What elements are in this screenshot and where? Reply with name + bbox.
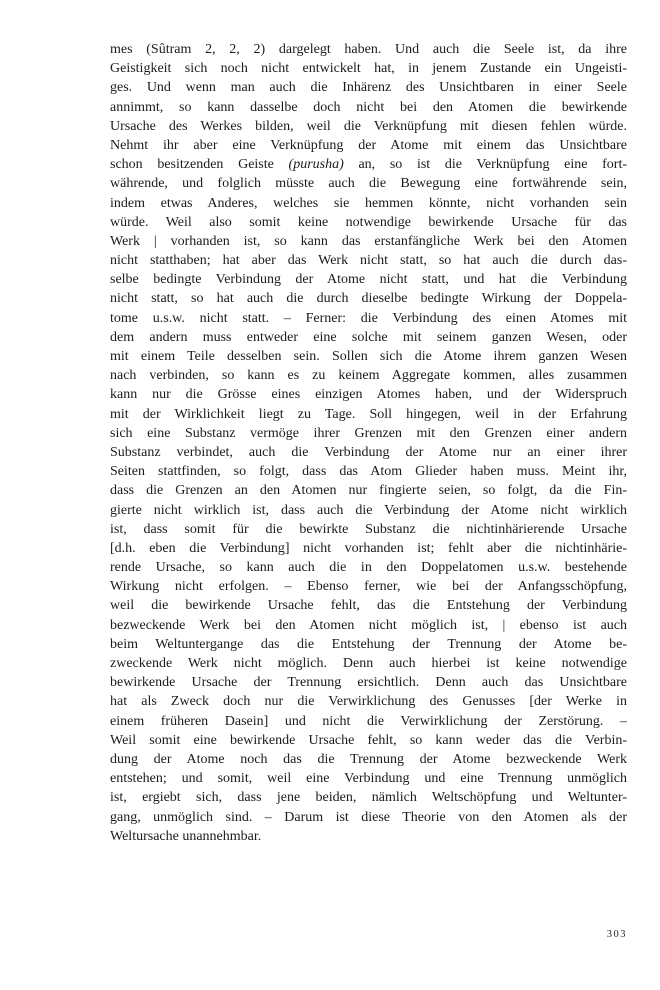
text-line: schon besitzenden Geiste (purusha) an, so ist die Verknüpfung eine fort- [110,157,627,173]
text-line: Weil somit eine bewirkende Ursache fehlt, so kann weder das die Verbin- [110,732,627,748]
text-line: selbe bedingte Verbindung der Atome nicht statt, und hat die Verbindung [110,272,627,288]
text-line: ges. Und wenn man auch die Inhärenz des Unsichtbaren in einer Seele [110,80,627,96]
text-line: [d.h. eben die Verbindung] nicht vorhanden ist; fehlt aber die nichtinhärie- [110,540,627,556]
text-line: zweckende Werk nicht möglich. Denn auch hierbei ist keine notwendige [110,656,627,671]
text-line: kann nur die Grösse eines einzigen Atomes haben, und der Widerspruch [110,387,627,403]
text-line: indem etwas Anderes, welches sie hemmen könnte, nicht vorhanden sein [110,195,627,211]
text-line: einem früheren Dasein] und nicht die Verwirklichung der Zerstörung. – [110,713,627,729]
text-line: ist, dass somit für die bewirkte Substanz die nichtinhärierende Ursache [110,521,627,537]
text-line: hat als Zweck doch nur die Verwirklichung des Genusses [der Werke in [110,694,627,710]
text-line: nicht statthaben; hat aber das Werk nicht statt, so hat auch die durch das- [110,253,627,269]
text-line: mes (Sûtram 2, 2, 2) dargelegt haben. Und auch die Seele ist, da ihre [110,42,627,57]
text-line: Substanz verbindet, auch die Verbindung der Atome nur an einer ihrer [110,444,627,460]
text-line: ist, ergiebt sich, dass jene beiden, nämlich Weltschöpfung und Weltunter- [110,790,627,806]
text-line: tome u.s.w. nicht statt. – Ferner: die Verbindung des einen Atomes mit [110,310,627,326]
text-line: währende, und folglich müsste auch die Bewegung eine fortwährende sein, [110,176,627,192]
text-line: nicht statt, so hat auch die durch dieselbe bedingte Wirkung der Doppela- [110,291,627,307]
text-line: nach verbinden, so kann es zu keinem Aggregate kommen, alles zusammen [110,368,627,384]
text-line: rende Ursache, so kann auch die in den Doppelatomen u.s.w. bestehende [110,560,627,576]
text-line: entstehen; und somit, weil eine Verbindung und eine Trennung unmöglich [110,771,627,787]
text-line: Werk | vorhanden ist, so kann das erstanfängliche Werk bei den Atomen [110,233,627,249]
text-line: weil die bewirkende Ursache fehlt, das die Entstehung der Verbindung [110,598,627,614]
text-line: bezweckende Werk bei den Atomen nicht möglich ist, | ebenso ist auch [110,617,627,633]
text-line: mit der Wirklichkeit liegt zu Tage. Soll hingegen, weil in der Erfahrung [110,406,627,422]
body-text [110,40,627,846]
text-line: Wirkung nicht erfolgen. – Ebenso ferner, wie bei der Anfangsschöpfung, [110,579,627,595]
text-line: Ursache des Werkes bilden, weil die Verknüpfung mit diesen fehlen würde. [110,118,627,134]
page-number: 303 [606,929,627,940]
text-line: bewirkende Ursache der Trennung ersichtlich. Denn auch das Unsichtbare [110,675,627,691]
text-line: Weltursache unannehmbar. [110,828,262,844]
text-line: sich eine Substanz vermöge ihrer Grenzen mit den Grenzen einer andern [110,425,627,441]
text-line: Seiten stattfinden, so folgt, dass das Atom Glieder haben muss. Meint ihr, [110,464,627,480]
text-line: dem andern muss entweder eine solche mit seinem ganzen Wesen, oder [110,329,627,345]
text-line: mit einem Teile desselben sein. Sollen sich die Atome ihrem ganzen Wesen [110,349,627,364]
text-line: beim Weltuntergange das die Entstehung der Trennung der Atome be- [110,636,627,652]
text-line: Geistigkeit sich noch nicht entwickelt hat, in jenem Zustande ein Ungeisti- [110,61,627,77]
text-line: würde. Weil also somit keine notwendige bewirkende Ursache für das [110,214,627,230]
text-line: dass die Grenzen an den Atomen nur fingierte seien, so folgt, da die Fin- [110,483,627,499]
text-line: dung der Atome noch das die Trennung der Atome bezweckende Werk [110,751,627,767]
text-line: gang, unmöglich sind. – Darum ist diese Theorie von den Atomen als der [110,809,627,825]
text-line: annimmt, so kann dasselbe doch nicht bei den Atomen die bewirkende [110,99,627,115]
text-line: Nehmt ihr aber eine Verknüpfung der Atome mit einem das Unsichtbare [110,137,627,153]
text-line: gierte nicht wirklich ist, dass auch die Verbindung der Atome nicht wirklich [110,502,627,518]
